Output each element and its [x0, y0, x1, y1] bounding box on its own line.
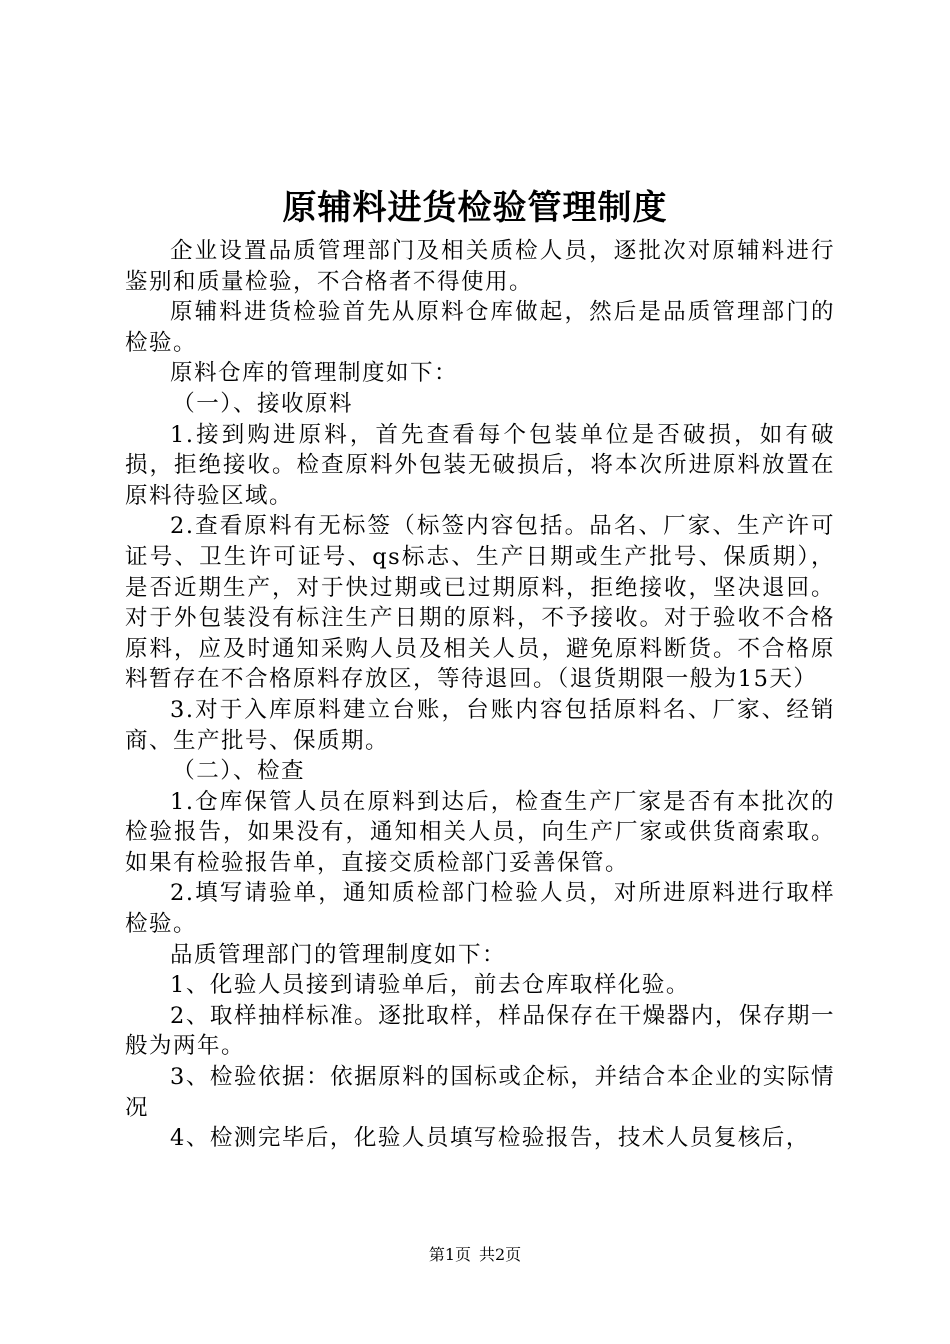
section-heading: （二）、检查	[172, 758, 306, 785]
paragraph: 3.对于入库原料建立台账，台账内容包括原料名、厂家、经销商、生产批号、保质期。	[125, 696, 835, 754]
paragraph: 2.填写请验单，通知质检部门检验人员，对所进原料进行取样检验。	[125, 880, 835, 938]
page-total: 共2页	[479, 1245, 522, 1264]
paragraph: 4、检测完毕后，化验人员填写检验报告，技术人员复核后，	[170, 1125, 810, 1152]
page-footer	[0, 1244, 950, 1266]
document-body	[125, 236, 835, 1154]
paragraph: 1、化验人员接到请验单后，前去仓库取样化验。	[170, 972, 690, 999]
paragraph: 1.接到购进原料，首先查看每个包装单位是否破损，如有破损，拒绝接收。检查原料外包装无破损后，将本次所进原料放置在原料待验区域。	[125, 421, 835, 509]
section-heading: （一）、接收原料	[172, 390, 354, 417]
paragraph: 原辅料进货检验首先从原料仓库做起，然后是品质管理部门的检验。	[125, 299, 835, 356]
paragraph: 2.查看原料有无标签（标签内容包括。品名、厂家、生产许可证号、卫生许可证号、qs标志、生产日期或生产批号、保质期），是否近期生产，对于快过期或已过期原料，拒绝接收，坚决退回。对于外包装没有标注生产日期的原料，不予接收。对于验收不合格原料，应及时通知采购人员及相关人员，避免原料断货。不合格原料暂存在不合格原料存放区，等待退回。（退货期限一般为15天）	[125, 513, 835, 693]
paragraph: 3、检验依据：依据原料的国标或企标，并结合本企业的实际情况	[125, 1064, 835, 1121]
paragraph: 品质管理部门的管理制度如下：	[170, 941, 507, 968]
paragraph: 企业设置品质管理部门及相关质检人员，逐批次对原辅料进行鉴别和质量检验，不合格者不得使用。	[125, 238, 835, 295]
paragraph: 1.仓库保管人员在原料到达后，检查生产厂家是否有本批次的检验报告，如果没有，通知相关人员，向生产厂家或供货商索取。如果有检验报告单，直接交质检部门妥善保管。	[125, 788, 835, 876]
page-number: 第1页	[428, 1245, 471, 1264]
paragraph: 原料仓库的管理制度如下：	[170, 360, 459, 387]
paragraph: 2、取样抽样标准。逐批取样，样品保存在干燥器内，保存期一般为两年。	[125, 1002, 835, 1060]
document-title: 原辅料进货检验管理制度	[282, 188, 668, 228]
